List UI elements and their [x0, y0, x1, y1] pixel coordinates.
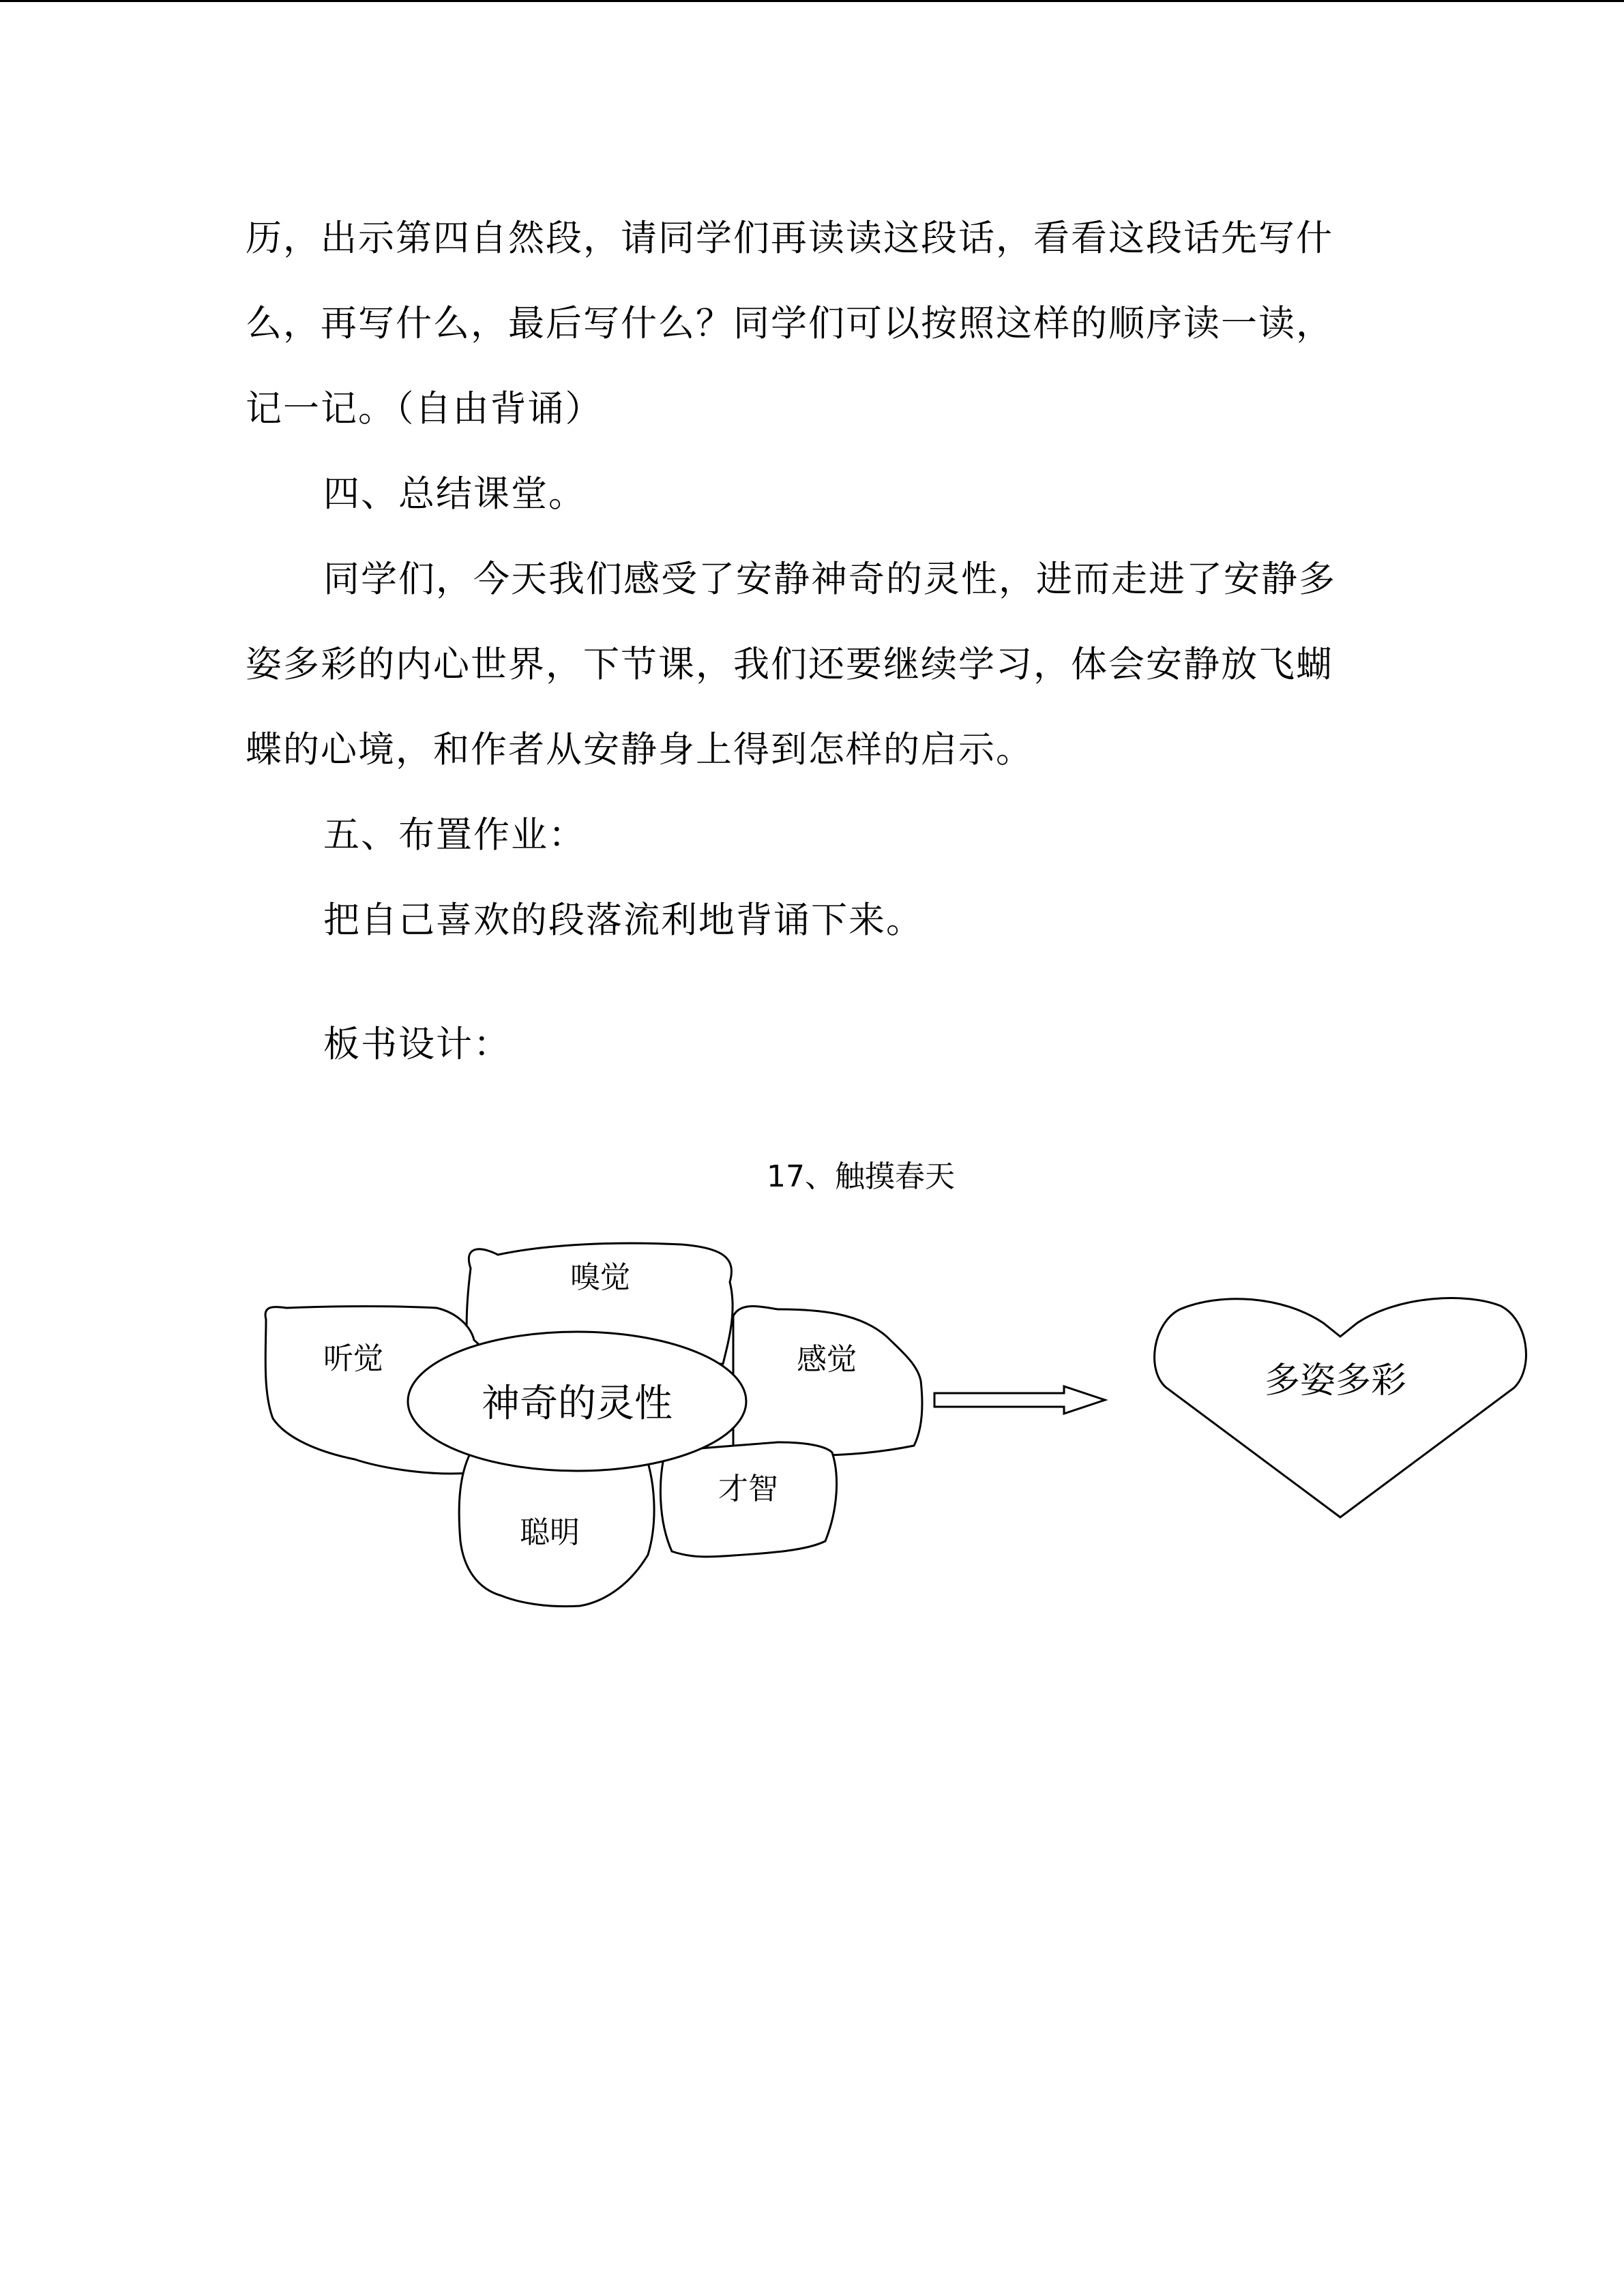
petal-smell-label: 嗅觉 — [570, 1260, 630, 1295]
para-2-line-1: 同学们，今天我们感受了安静神奇的灵性，进而走进了安静多 — [323, 558, 1336, 600]
homework-text: 把自己喜欢的段落流利地背诵下来。 — [323, 899, 924, 941]
heading-homework: 五、布置作业： — [323, 814, 586, 856]
para-1-line-1: 历，出示第四自然段，请同学们再读读这段话，看看这段话先写什 — [246, 218, 1333, 259]
petal-clever-label: 聪明 — [520, 1515, 580, 1550]
arrow-icon — [934, 1386, 1105, 1414]
para-2-line-3: 蝶的心境，和作者从安静身上得到怎样的启示。 — [246, 729, 1033, 771]
center-label: 神奇的灵性 — [482, 1382, 673, 1426]
petal-feeling-label: 感觉 — [797, 1342, 857, 1377]
board-diagram — [0, 1125, 1624, 1637]
petal-feeling — [733, 1307, 922, 1456]
board-design-label: 板书设计： — [323, 1024, 511, 1065]
petal-wisdom-label: 才智 — [718, 1472, 778, 1506]
heart-label: 多姿多彩 — [1264, 1360, 1407, 1401]
petal-hearing-label: 听觉 — [323, 1341, 383, 1376]
para-1-line-3: 记一记。（自由背诵） — [246, 388, 603, 430]
heading-summary: 四、总结课堂。 — [323, 473, 586, 515]
diagram-title: 17、触摸春天 — [767, 1159, 955, 1194]
heart-shape — [1155, 1298, 1526, 1517]
para-1-line-2: 么，再写什么，最后写什么？同学们可以按照这样的顺序读一读， — [246, 303, 1333, 344]
top-border — [0, 0, 1624, 2]
para-2-line-2: 姿多彩的内心世界，下节课，我们还要继续学习，体会安静放飞蝴 — [246, 644, 1333, 685]
